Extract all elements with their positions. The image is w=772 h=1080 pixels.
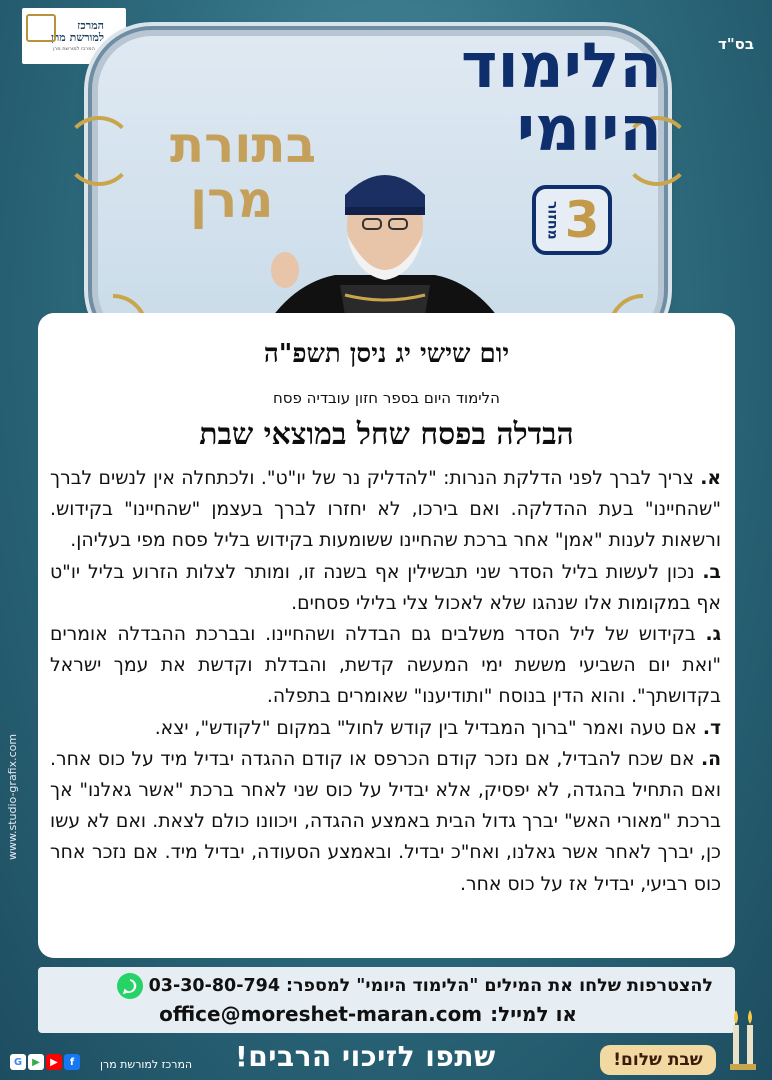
whatsapp-icon[interactable] xyxy=(117,973,143,999)
email-label: או למייל: xyxy=(490,1002,577,1026)
cycle-label: מחזור xyxy=(544,200,561,240)
lesson-heading: הבדלה בפסח שחל במוצאי שבת xyxy=(199,417,574,452)
paragraph-mark: ב. xyxy=(702,561,721,583)
bsd-label: בס"ד xyxy=(718,35,754,53)
cycle-badge xyxy=(532,185,612,255)
shabbat-badge: שבת שלום! xyxy=(600,1045,716,1075)
email-line xyxy=(159,1002,577,1026)
logo-text: המרכז למורשת מרן xyxy=(51,18,104,44)
paragraph xyxy=(50,557,721,619)
paragraph xyxy=(50,463,721,557)
candles-icon xyxy=(728,1000,758,1075)
social-icons xyxy=(10,1054,80,1070)
paragraph xyxy=(50,619,721,713)
paragraph-text: צריך לברך לפני הדלקת הנרות: "להדליק נר של יו"ט". ולכתחלה אין לנשים לברך "שהחיינו" בעת ההדלקה. ואם בירכו, לא יחזרו לברך בעצמן "שהחיינו" בקידוש. ורשאות לענות "אמן" אחר ברכת שהחיינו ששומעות בקידוש בליל פסח מפי בעליהן. xyxy=(50,468,721,552)
cycle-number: 3 xyxy=(564,191,600,249)
phone-number[interactable]: 03-30-80-794 xyxy=(148,976,281,996)
date-title: יום שישי יג ניסן תשפ"ה xyxy=(263,339,510,369)
logo-tagline: המרכז למורשת מרן xyxy=(53,46,95,53)
side-credit: www.studio-grafix.com xyxy=(6,733,19,860)
paragraph-text: אם שכח להבדיל, אם נזכר קודם הכרפס או קודם ההגדה יבדיל מיד על כוס אחר. ואם התחיל בהגדה, לא יפסיק, אלא יבדיל על כוס שני לאחר ברכת "אשר גאלנו" אך ברכת "מאורי האש" יברך גדול הבית באמצע ההגדה, ויכוונו כולם לצאת. ואם לא עשו כן, יברך לאחר אשר גאלנו, ואח"כ יבדיל. ובאמצע הסעודה, יבדיל מיד. אם נזכר אחר כוס רביעי, יבדיל אז על כוס אחר. xyxy=(50,748,721,895)
share-callout: שתפו לזיכוי הרבים! xyxy=(235,1040,496,1073)
banner-title-line2: היומי xyxy=(516,92,662,165)
play-store-icon[interactable]: ▶ xyxy=(28,1054,44,1070)
paragraph-text: בקידוש של ליל הסדר משלבים גם הבדלה ושהחיינו. ובברכת ההבדלה אומרים "ואת יום השביעי מששת ימי המעשה קדשת, והבדלת וקדשת את עמך ישראל בקדושתך". והוא הדין בנוסח "ותודיענו" שאומרים בתפלה. xyxy=(50,624,721,708)
book-icon xyxy=(26,14,56,42)
google-icon[interactable]: G xyxy=(10,1054,26,1070)
paragraph-text: נכון לעשות בליל הסדר שני תבשילין אף בשנה זו, ומותר לצלות הזרוע בליל יו"ט אף במקומות אלו שנהגו שלא לאכול צלי בלילי פסחים. xyxy=(50,561,721,614)
subtitle: הלימוד היום בספר חזון עובדיה פסח xyxy=(273,389,500,407)
paragraph-mark: ד. xyxy=(702,717,721,739)
subscribe-text: להצטרפות שלחו את המילים "הלימוד היומי" למספר: xyxy=(286,976,713,996)
subscribe-line xyxy=(117,973,713,999)
content-card xyxy=(38,313,735,958)
youtube-icon[interactable]: ▶ xyxy=(46,1054,62,1070)
banner-title-line4: מרן xyxy=(190,171,274,229)
ornament-icon xyxy=(64,116,134,186)
paragraph-mark: ג. xyxy=(705,624,721,646)
lesson-body xyxy=(50,463,721,900)
banner-title-line3: בתורת xyxy=(170,116,317,174)
subscribe-footer xyxy=(38,967,735,1033)
paragraph-mark: ה. xyxy=(700,748,721,770)
paragraph xyxy=(50,713,721,744)
paragraph xyxy=(50,744,721,900)
banner-title-line1: הלימוד xyxy=(461,29,662,102)
paragraph-text: אם טעה ואמר "ברוך המבדיל בין קודש לחול" במקום "לקודש", יצא. xyxy=(154,717,703,739)
facebook-icon[interactable]: f xyxy=(64,1054,80,1070)
email-link[interactable]: office@moreshet-maran.com xyxy=(159,1002,483,1026)
paragraph-mark: א. xyxy=(700,468,721,489)
social-label: המרכז למורשת מרן xyxy=(100,1058,193,1071)
